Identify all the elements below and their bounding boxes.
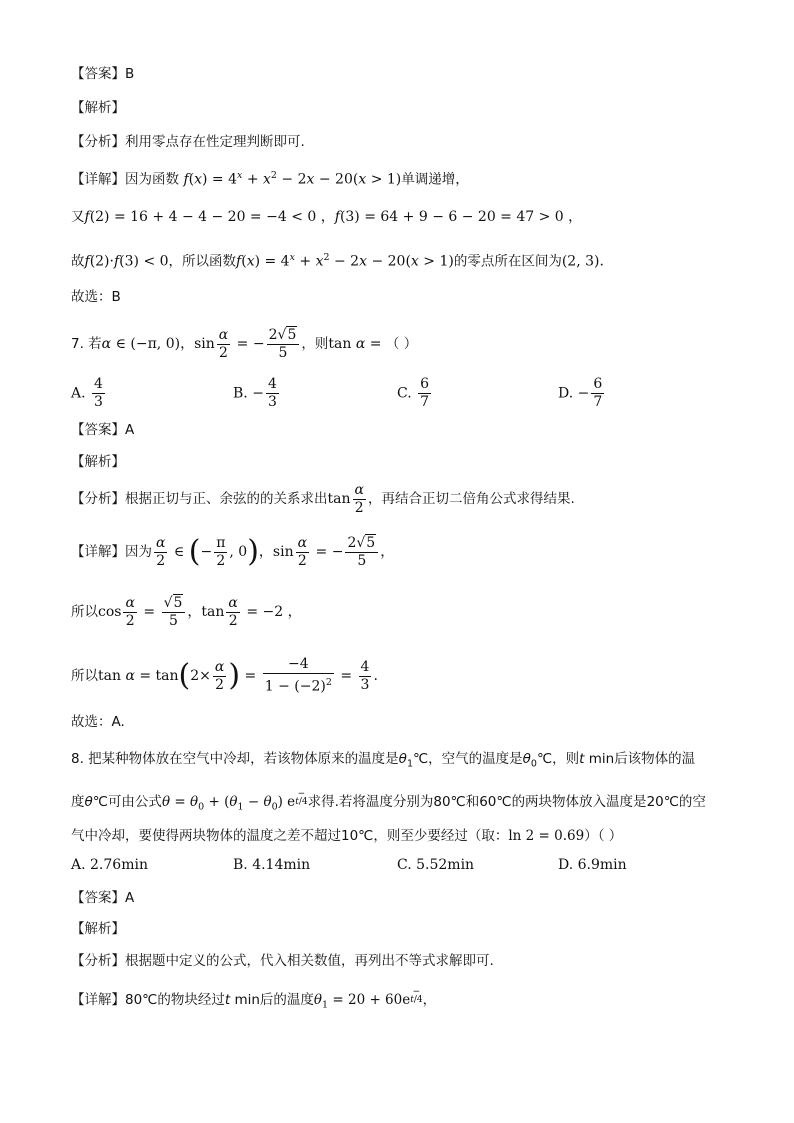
q8-option-c: C. 5.52min (397, 857, 475, 873)
q7-detail-line1: 【详解】因为 $\frac{\alpha}{2}$ ∈ (− $\frac{\pi}{2}$ , 0)，sin $\frac{\alpha}{2}$ = − $\frac{2√5}{5}$ ， (71, 534, 395, 569)
q7-detail-line3: 所以tan α = tan(2× $\frac{\alpha}{2}$ ) = $\frac{-4}{1 - (-2)^2}$ = $\frac{4}{3}$ . (71, 656, 378, 695)
q6-detail-line2: 又f(2) = 16 + 4 − 4 − 20 = −4 < 0 ，f(3) = 64 + 9 − 6 − 20 = 47 > 0 ， (71, 209, 583, 225)
q7-choose: 故选：A. (71, 714, 125, 730)
q6-choose: 故选：B (71, 289, 121, 305)
q6-fenxi: 【分析】利用零点存在性定理判断即可. (71, 134, 305, 150)
q7-option-d: D. − $\frac{6}{7}$ (558, 376, 603, 410)
q8-stem-line3: 气中冷却，要使得两块物体的温度之差不超过10℃，则至少要经过（取：ln 2 = 0.69）（ ） (71, 828, 623, 844)
q7-analysis-tag: 【解析】 (71, 454, 125, 470)
q7-option-b: B. − $\frac{4}{3}$ (233, 376, 277, 410)
q8-fenxi: 【分析】根据题中定义的公式，代入相关数值，再列出不等式求解即可. (71, 953, 494, 969)
q8-detail-line1: 【详解】80℃的物块经过t min后的温度$\theta_1 = 20 + 60e$ − t/4 ， (71, 987, 437, 1011)
q6-analysis-tag: 【解析】 (71, 100, 125, 116)
q7-fenxi: 【分析】根据正切与正、余弦的的关系求出tan $\frac{\alpha}{2}$ ，再结合正切二倍角公式求得结果. (71, 481, 575, 516)
q8-answer: 【答案】A (71, 890, 135, 906)
q6-detail-line3: 故f(2)·f(3) < 0，所以函数$f(x) = 4^x + x^2 - 2x - 20(x > 1)$的零点所在区间为(2, 3). (71, 252, 604, 270)
q8-stem-line2: 度θ℃可由公式$\theta = \theta_0 + (\theta_1 - \theta_0)$ e − t/4 求得.若将温度分别为80℃和60℃的两块物体放入温度是20℃的空 (71, 789, 706, 813)
q7-option-c: C. $\frac{6}{7}$ (397, 376, 430, 410)
q8-stem-line1: 8. 把某种物体放在空气中冷却，若该物体原来的温度是$\theta_1℃$，空气的温度是$\theta_0℃$，则t min后该物体的温 (71, 751, 696, 770)
q8-option-b: B. 4.14min (233, 857, 311, 873)
q7-detail-line2: 所以cos $\frac{\alpha}{2}$ = $\frac{√5}{5}$ ，tan $\frac{\alpha}{2}$ = −2 ， (71, 594, 302, 629)
q7-stem: 7. 若α ∈ (−π, 0)，sin $\frac{\alpha}{2}$ = − $\frac{2√5}{5}$ ，则tan α = （ ） (71, 326, 418, 361)
q7-option-a: A. $\frac{4}{3}$ (71, 376, 103, 410)
q8-option-d: D. 6.9min (558, 857, 627, 873)
q7-answer: 【答案】A (71, 422, 135, 438)
q8-analysis-tag: 【解析】 (71, 921, 125, 937)
q6-answer: 【答案】B (71, 66, 135, 82)
q8-option-a: A. 2.76min (71, 857, 148, 873)
q6-detail-line1: 【详解】因为函数 $f(x) = 4^x + x^2 - 2x - 20(x > 1)$单调递增， (71, 170, 469, 188)
